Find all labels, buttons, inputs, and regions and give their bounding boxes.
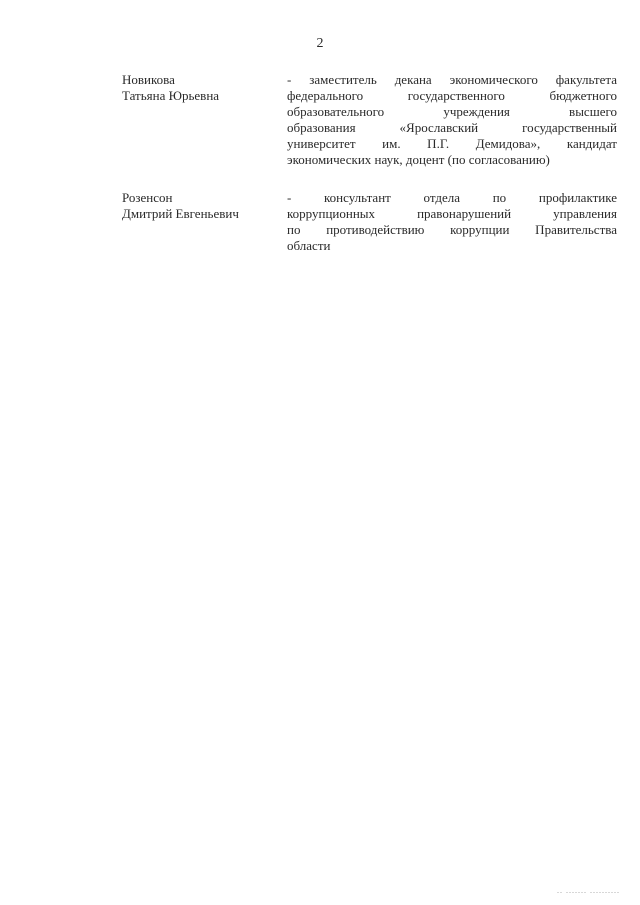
description-line: университет им. П.Г. Демидова», кандидат [287,136,617,151]
page-number: 2 [316,36,324,51]
description-line: области [287,238,331,253]
description-line: экономических наук, доцент (по согласованию) [287,152,550,167]
description-line: образования «Ярославский государственный [287,120,617,135]
member-description [287,190,617,254]
description-line: - заместитель декана экономического факультета [287,72,617,87]
member-given-names: Татьяна Юрьевна [122,88,220,103]
member-given-names: Дмитрий Евгеньевич [122,206,239,221]
member-name [122,72,272,104]
description-line: федерального государственного бюджетного [287,88,617,103]
member-name [122,190,272,222]
description-line: - консультант отдела по профилактике [287,190,617,205]
description-line: образовательного учреждения высшего [287,104,617,119]
description-line: по противодействию коррупции Правительства [287,222,617,237]
member-surname: Розенсон [122,190,173,205]
member-surname: Новикова [122,72,175,87]
description-line: коррупционных правонарушений управления [287,206,617,221]
scan-artifact: .. ....... .......... [557,886,620,895]
member-description [287,72,617,168]
